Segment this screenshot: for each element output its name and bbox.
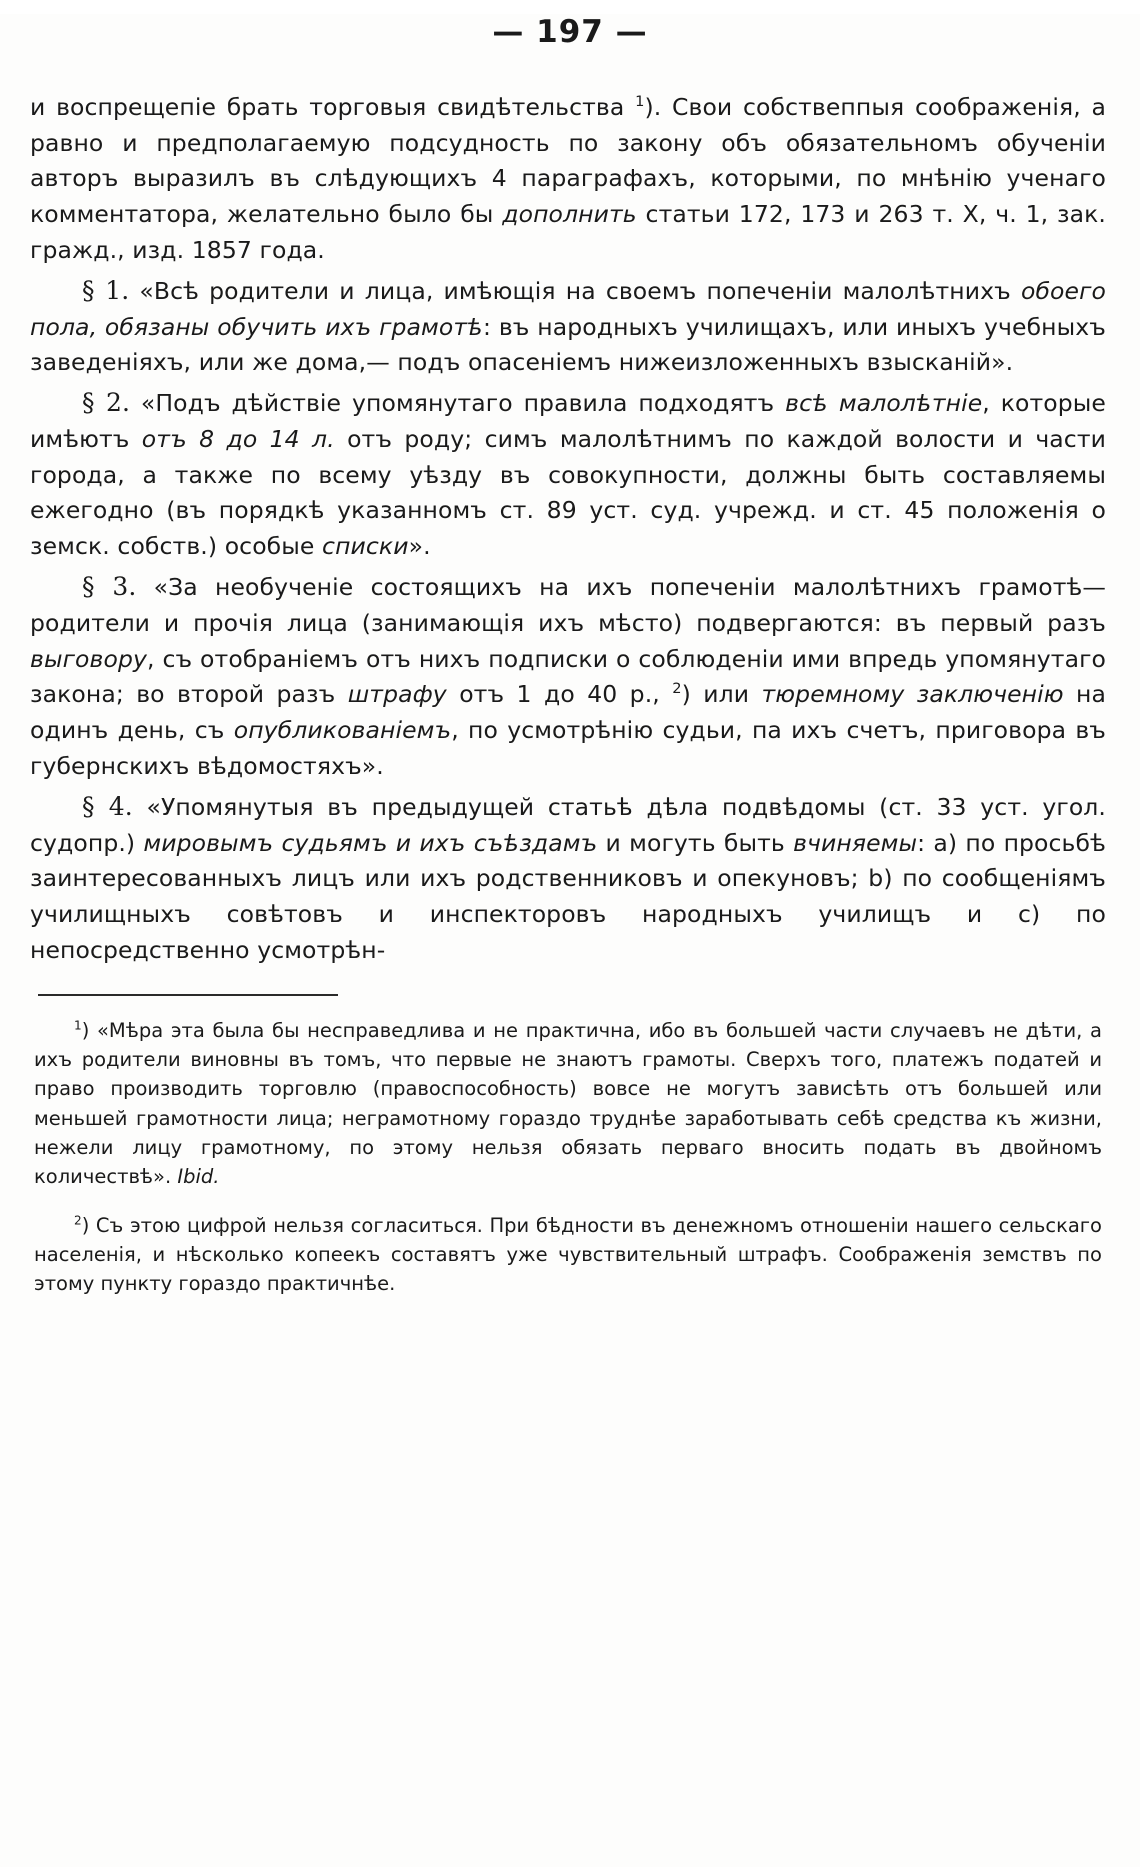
body-text [30, 90, 1106, 968]
paragraph-section-4: § 4. «Упомянутыя въ предыдущей статьѣ дѣла подвѣдомы (ст. 33 уст. угол. судопр.) мировымъ судьямъ и ихъ съѣздамъ и могуть быть вчиняемы: а) по просьбѣ заинтересованныхъ лицъ или ихъ родственниковъ и опекуновъ; b) по сообщеніямъ училищныхъ совѣтовъ и инспекторовъ народныхъ училищъ и с) по непосредственно усмотрѣн- [30, 791, 1107, 964]
paragraph-section-1: § 1. «Всѣ родители и лица, имѣющія на своемъ попеченіи малолѣтнихъ обоего пола, обязаны обучить ихъ грамотѣ: въ народныхъ училищахъ, или иныхъ учебныхъ заведеніяхъ, или же дома,— подъ опасеніемъ нижеизложенныхъ взысканій». [30, 275, 1106, 377]
footnote-1: $^1$) «Мѣра эта была бы несправедлива и не практична, ибо въ большей части случаевъ не дѣти, а ихъ родители виновны въ томъ, что первые не знаютъ грамоты. Сверхъ того, платежъ податей и право производить торговлю (правоспособность) вовсе не могутъ зависѣть отъ большей или меньшей грамотности лица; неграмотному гораздо труднѣе заработывать себѣ средства къ жизни, нежели лицу грамотному, по этому нельзя обязать перваго вносить подать въ двойномъ количествѣ». Ibid. [34, 1018, 1102, 1189]
footnote-2: $^2$) Съ этою цифрой нельзя согласиться. При бѣдности въ денежномъ отношеніи нашего сельскаго населенія, и нѣсколько копеекъ составятъ уже чувствительный штрафъ. Соображенія земствъ по этому пункту гораздо практичнѣе. [34, 1213, 1102, 1296]
footnotes [34, 1016, 1102, 1299]
footnote-separator [38, 994, 338, 996]
document-page [0, 14, 1140, 1867]
paragraph-section-2: § 2. «Подъ дѣйствіе упомянутаго правила подходятъ всѣ малолѣтніе, которые имѣютъ отъ 8 до 14 л. отъ роду; симъ малолѣтнимъ по каждой волости и части города, а также по всему уѣзду въ совокупности, должны быть составляемы ежегодно (въ порядкѣ указанномъ ст. 89 уст. суд. учрежд. и ст. 45 положенія о земск. собств.) особые списки». [30, 388, 1106, 561]
paragraph-1: и воспрещепіе брать торговыя свидѣтельства $^1$). Свои собствеппыя соображенія, а равно и предполагаемую подсудность по закону объ обязательномъ обученіи авторъ выразилъ въ слѣдующихъ 4 параграфахъ, которыми, по мнѣнію ученаго комментатора, желательно было бы дополнить статьи 172, 173 и 263 т. X, ч. 1, зак. гражд., изд. 1857 года. [30, 93, 1106, 264]
page-number: — 197 — [492, 14, 648, 50]
paragraph-section-3: § 3. «За необученіе состоящихъ на ихъ попеченіи малолѣтнихъ грамотѣ—родители и прочія лица (занимающія ихъ мѣсто) подвергаются: въ первый разъ выговору, съ отобраніемъ отъ нихъ подписки о соблюденіи ими впредь упомянутаго закона; во второй разъ штрафу отъ 1 до 40 р., $^2$) или тюремному заключенію на одинъ день, съ опубликованіемъ, по усмотрѣнію судьи, па ихъ счетъ, приговора въ губернскихъ вѣдомостяхъ». [30, 571, 1107, 780]
